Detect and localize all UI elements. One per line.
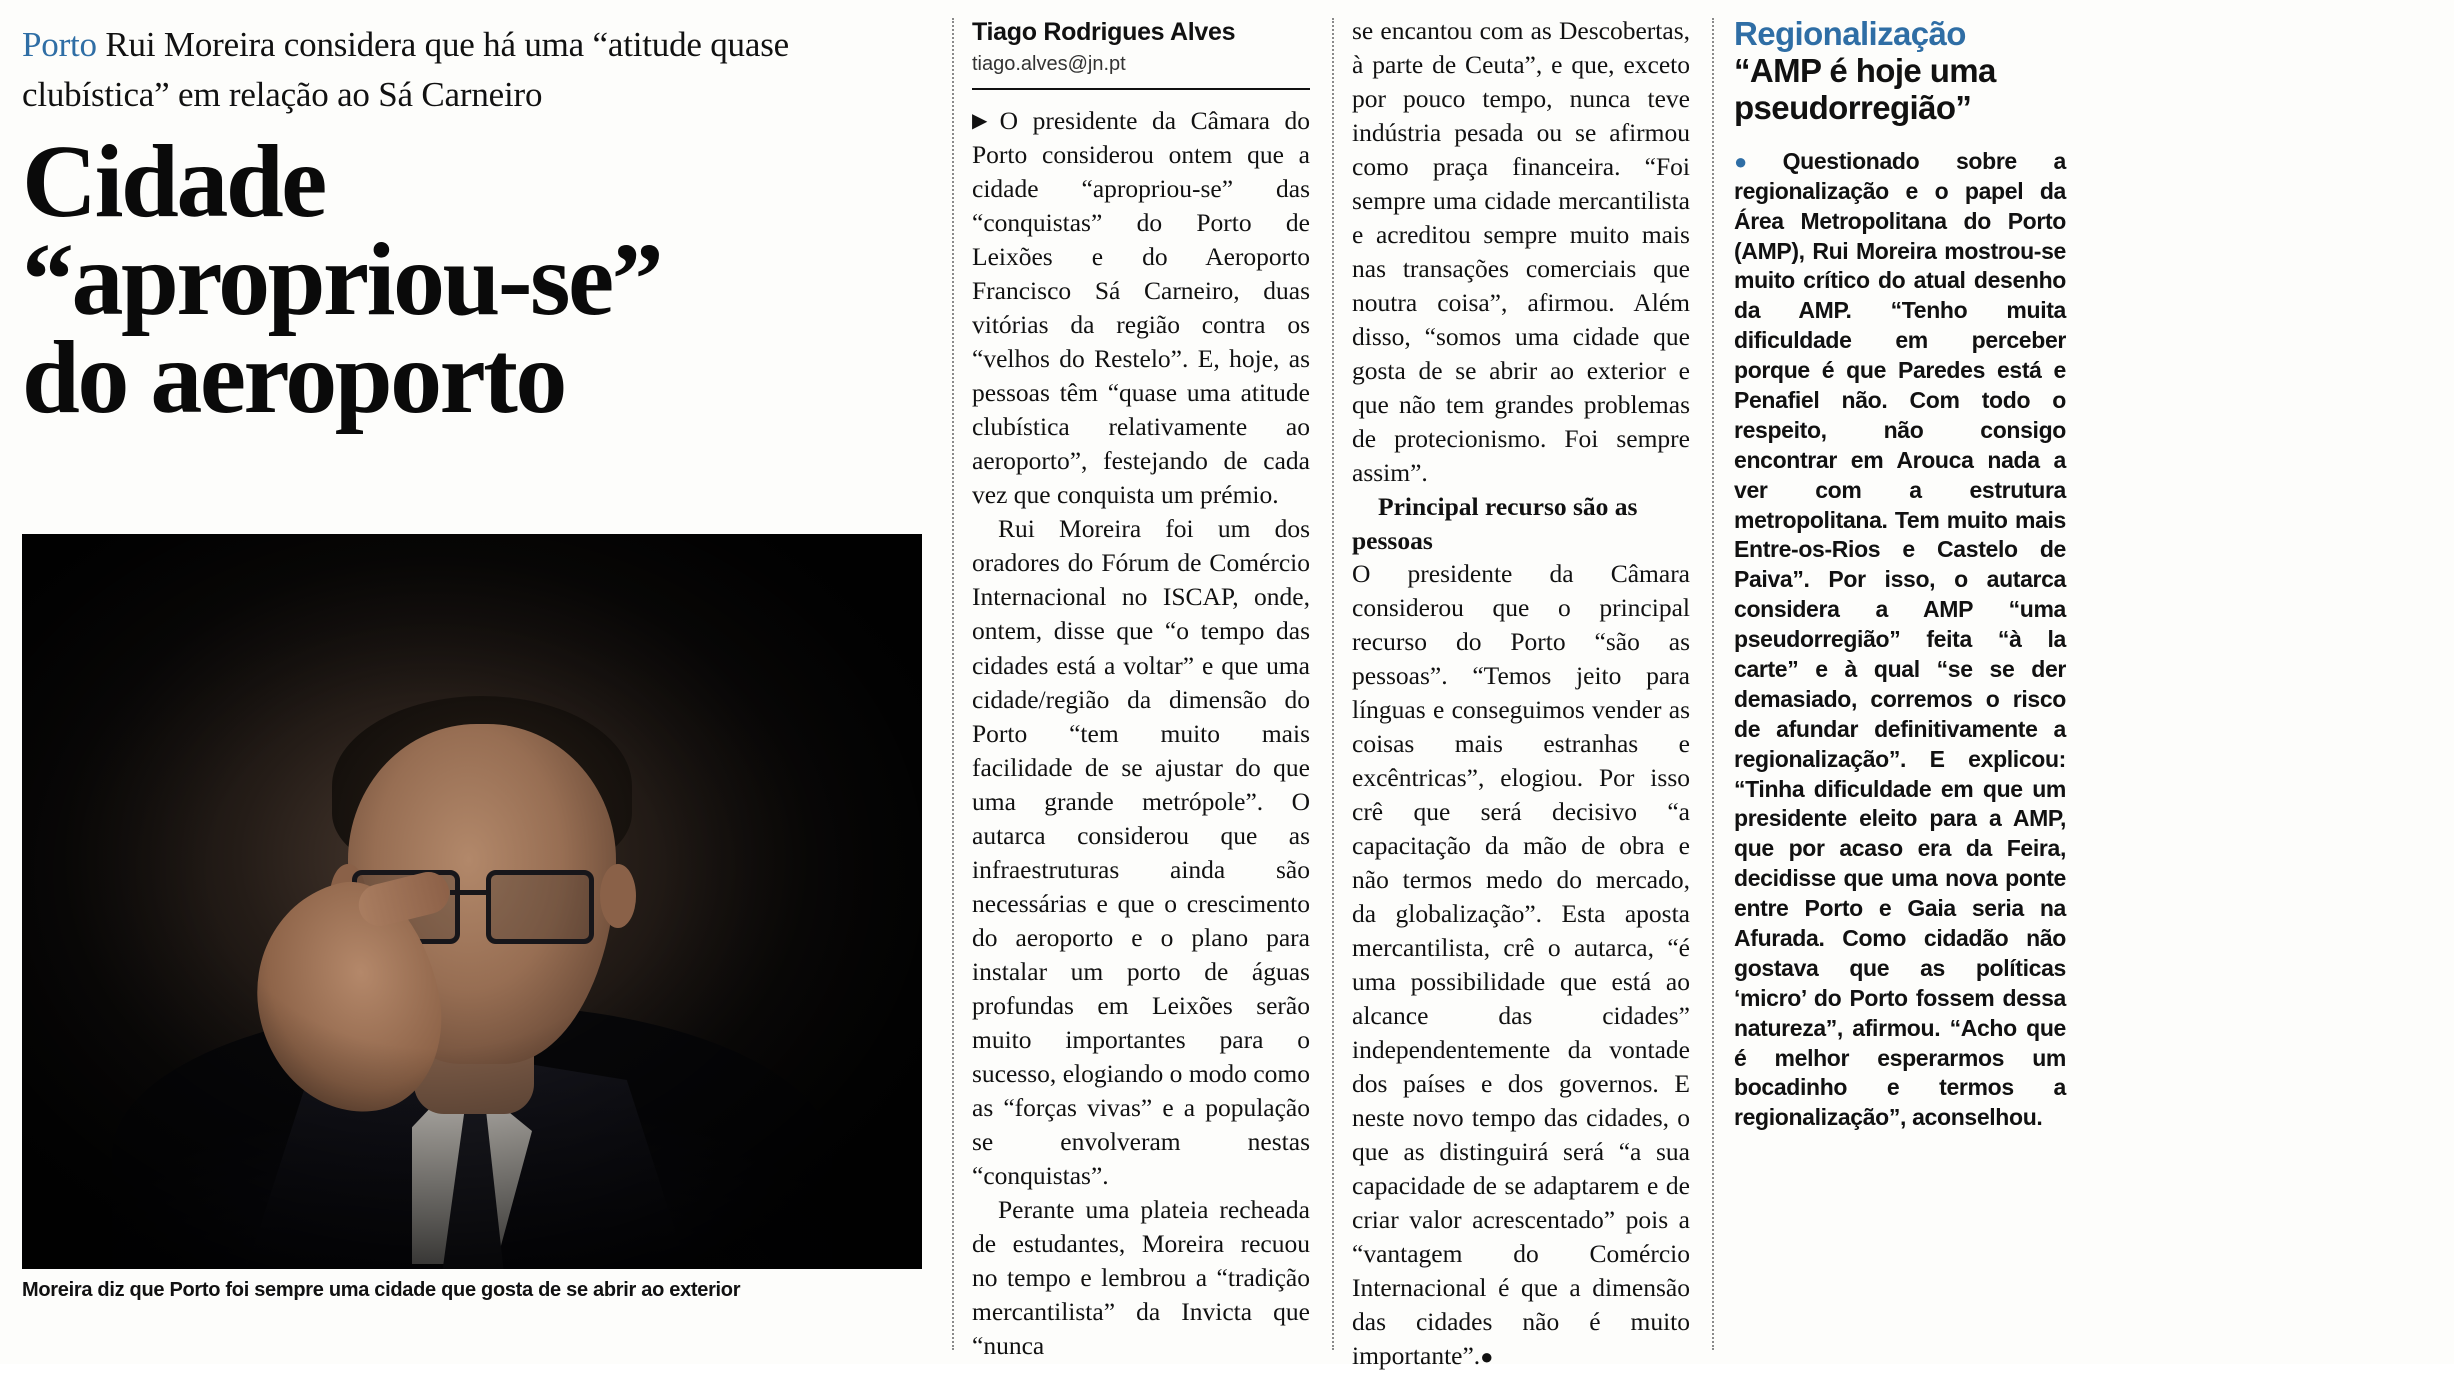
sidebar-box-regionalizacao [1712, 14, 2072, 1354]
photo-vignette [22, 534, 922, 1269]
byline-email[interactable]: tiago.alves@jn.pt [972, 53, 1126, 75]
kicker [22, 20, 926, 119]
paragraph: se encantou com as Descobertas, à parte de Ceuta”, e que, exceto por pouco tempo, nunca teve indústria pesada ou se afirmou como praça financeira. “Foi sempre uma cidade mercantilista e acreditou sempre muito mais nas transações comerciais que noutra coisa”, afirmou. Além disso, “somos uma cidade que gosta de se abrir ao exterior e que não tem grandes problemas de protecionismo. Foi sempre assim”. [1352, 16, 1690, 488]
byline-author: Tiago Rodrigues Alves [972, 18, 1236, 46]
bullet-icon: ● [1734, 148, 1778, 174]
sidebar-title-kicker: Regionalização [1734, 15, 1966, 52]
paragraph [972, 104, 1310, 512]
paragraph-text: O presidente da Câmara do Porto considerou ontem que a cidade “apropriou-se” das “conquistas” do Porto de Leixões e do Aeroporto Francisco Sá Carneiro, duas vitórias da região contra os “velhos do Restelo”. E, hoje, as pessoas têm “quase uma atitude clubística relativamente ao aeroporto”, festejando de cada vez que conquista um prémio. [972, 106, 1310, 510]
headline-line-2: “apropriou-se” [22, 222, 662, 338]
paragraph: Rui Moreira foi um dos oradores do Fórum de Comércio Internacional no ISCAP, onde, ontem, disse que “o tempo das cidades está a voltar” e que uma cidade/região da dimensão do Porto “tem muito mais facilidade de se ajustar do que uma grande metrópole”. O autarca considerou que as infraestruturas ainda são necessárias e que o crescimento do aeroporto e o plano para instalar um porto de águas profundas em Leixões serão muito importantes para o sucesso, elogiando o modo como as “forças vivas” e a população se envolveram nestas “conquistas”. [972, 514, 1310, 1190]
sidebar-body-text: Questionado sobre a regionalização e o papel da Área Metropolitana do Porto (AMP), Rui Moreira mostrou-se muito crítico do atual desenho da AMP. “Tenho muita dificuldade em perceber porque é que Paredes está e Penafiel não. Com todo o respeito, não consigo encontrar em Arouca nada a ver com a estrutura metropolitana. Tem muito mais Entre-os-Rios e Castelo de Paiva”. Por isso, o autarca considera a AMP “uma pseudorregião” feita “à la carte” e à qual “se se der demasiado, corremos o risco de afundar definitivamente a regionalização”. E explicou: “Tinha dificuldade em que um presidente eleito para a AMP, que por acaso era da Feira, decidisse que uma nova ponte entre Porto e Gaia seria na Afurada. Como cidadão não gostava que as políticas ‘micro’ do Porto fossem dessa natureza”, afirmou. “Acho que é melhor esperarmos um bocadinho e termos a regionalização”, aconselhou. [1734, 147, 2066, 1131]
lead-arrow-icon: ▶ [972, 110, 996, 132]
sidebar-title-main: “AMP é hoje uma pseudorregião” [1734, 51, 1996, 126]
paragraph: Perante uma plateia recheada de estudantes, Moreira recuou no tempo e lembrou a “tradição mercantilista” da Invicta que “nunca [972, 1195, 1310, 1361]
sidebar-title [1734, 16, 2066, 127]
page-title [22, 124, 926, 435]
kicker-text: Rui Moreira considera que há uma “atitude quase clubística” em relação ao Sá Carneiro [22, 25, 789, 114]
section-subheading: Principal recurso são as pessoas [1352, 492, 1638, 555]
article-photo-wrap [22, 534, 922, 1301]
paragraph [1352, 557, 1690, 1373]
end-mark-icon: ● [1480, 1344, 1494, 1370]
body-text-column-1 [972, 104, 1310, 1363]
paragraph-text: O presidente da Câmara considerou que o principal recurso do Porto “são as pessoas”. “Temos jeito para línguas e conseguimos vender as coisas mais estranhas e excêntricas”, elogiou. Por isso crê que será decisivo “a capacitação da mão de obra e não termos medo do mercado, da globalização”. Esta aposta mercantilista, crê o autarca, “é uma possibilidade que está ao alcance das cidades” independentemente da vontade dos países e dos governos. E neste novo tempo das cidades, o que as distinguirá será “a sua capacidade de se adaptarem e de criar valor acrescentado” pois a “vantagem do Comércio Internacional é que a dimensão das cidades não é muito importante”. [1352, 558, 1690, 1371]
headline-line-3: do aeroporto [22, 319, 565, 435]
kicker-label: Porto [22, 25, 97, 64]
byline-divider [972, 88, 1310, 90]
text-column-1 [952, 14, 1332, 1361]
text-column-2 [1332, 14, 1712, 1371]
headline-line-1: Cidade [22, 124, 325, 240]
photo-caption: Moreira diz que Porto foi sempre uma cidade que gosta de se abrir ao exterior [22, 1279, 741, 1301]
article-photo [22, 534, 922, 1269]
body-text-column-2 [1352, 14, 1690, 1373]
main-article-column [22, 14, 952, 1354]
sidebar-body [1734, 147, 2066, 1133]
